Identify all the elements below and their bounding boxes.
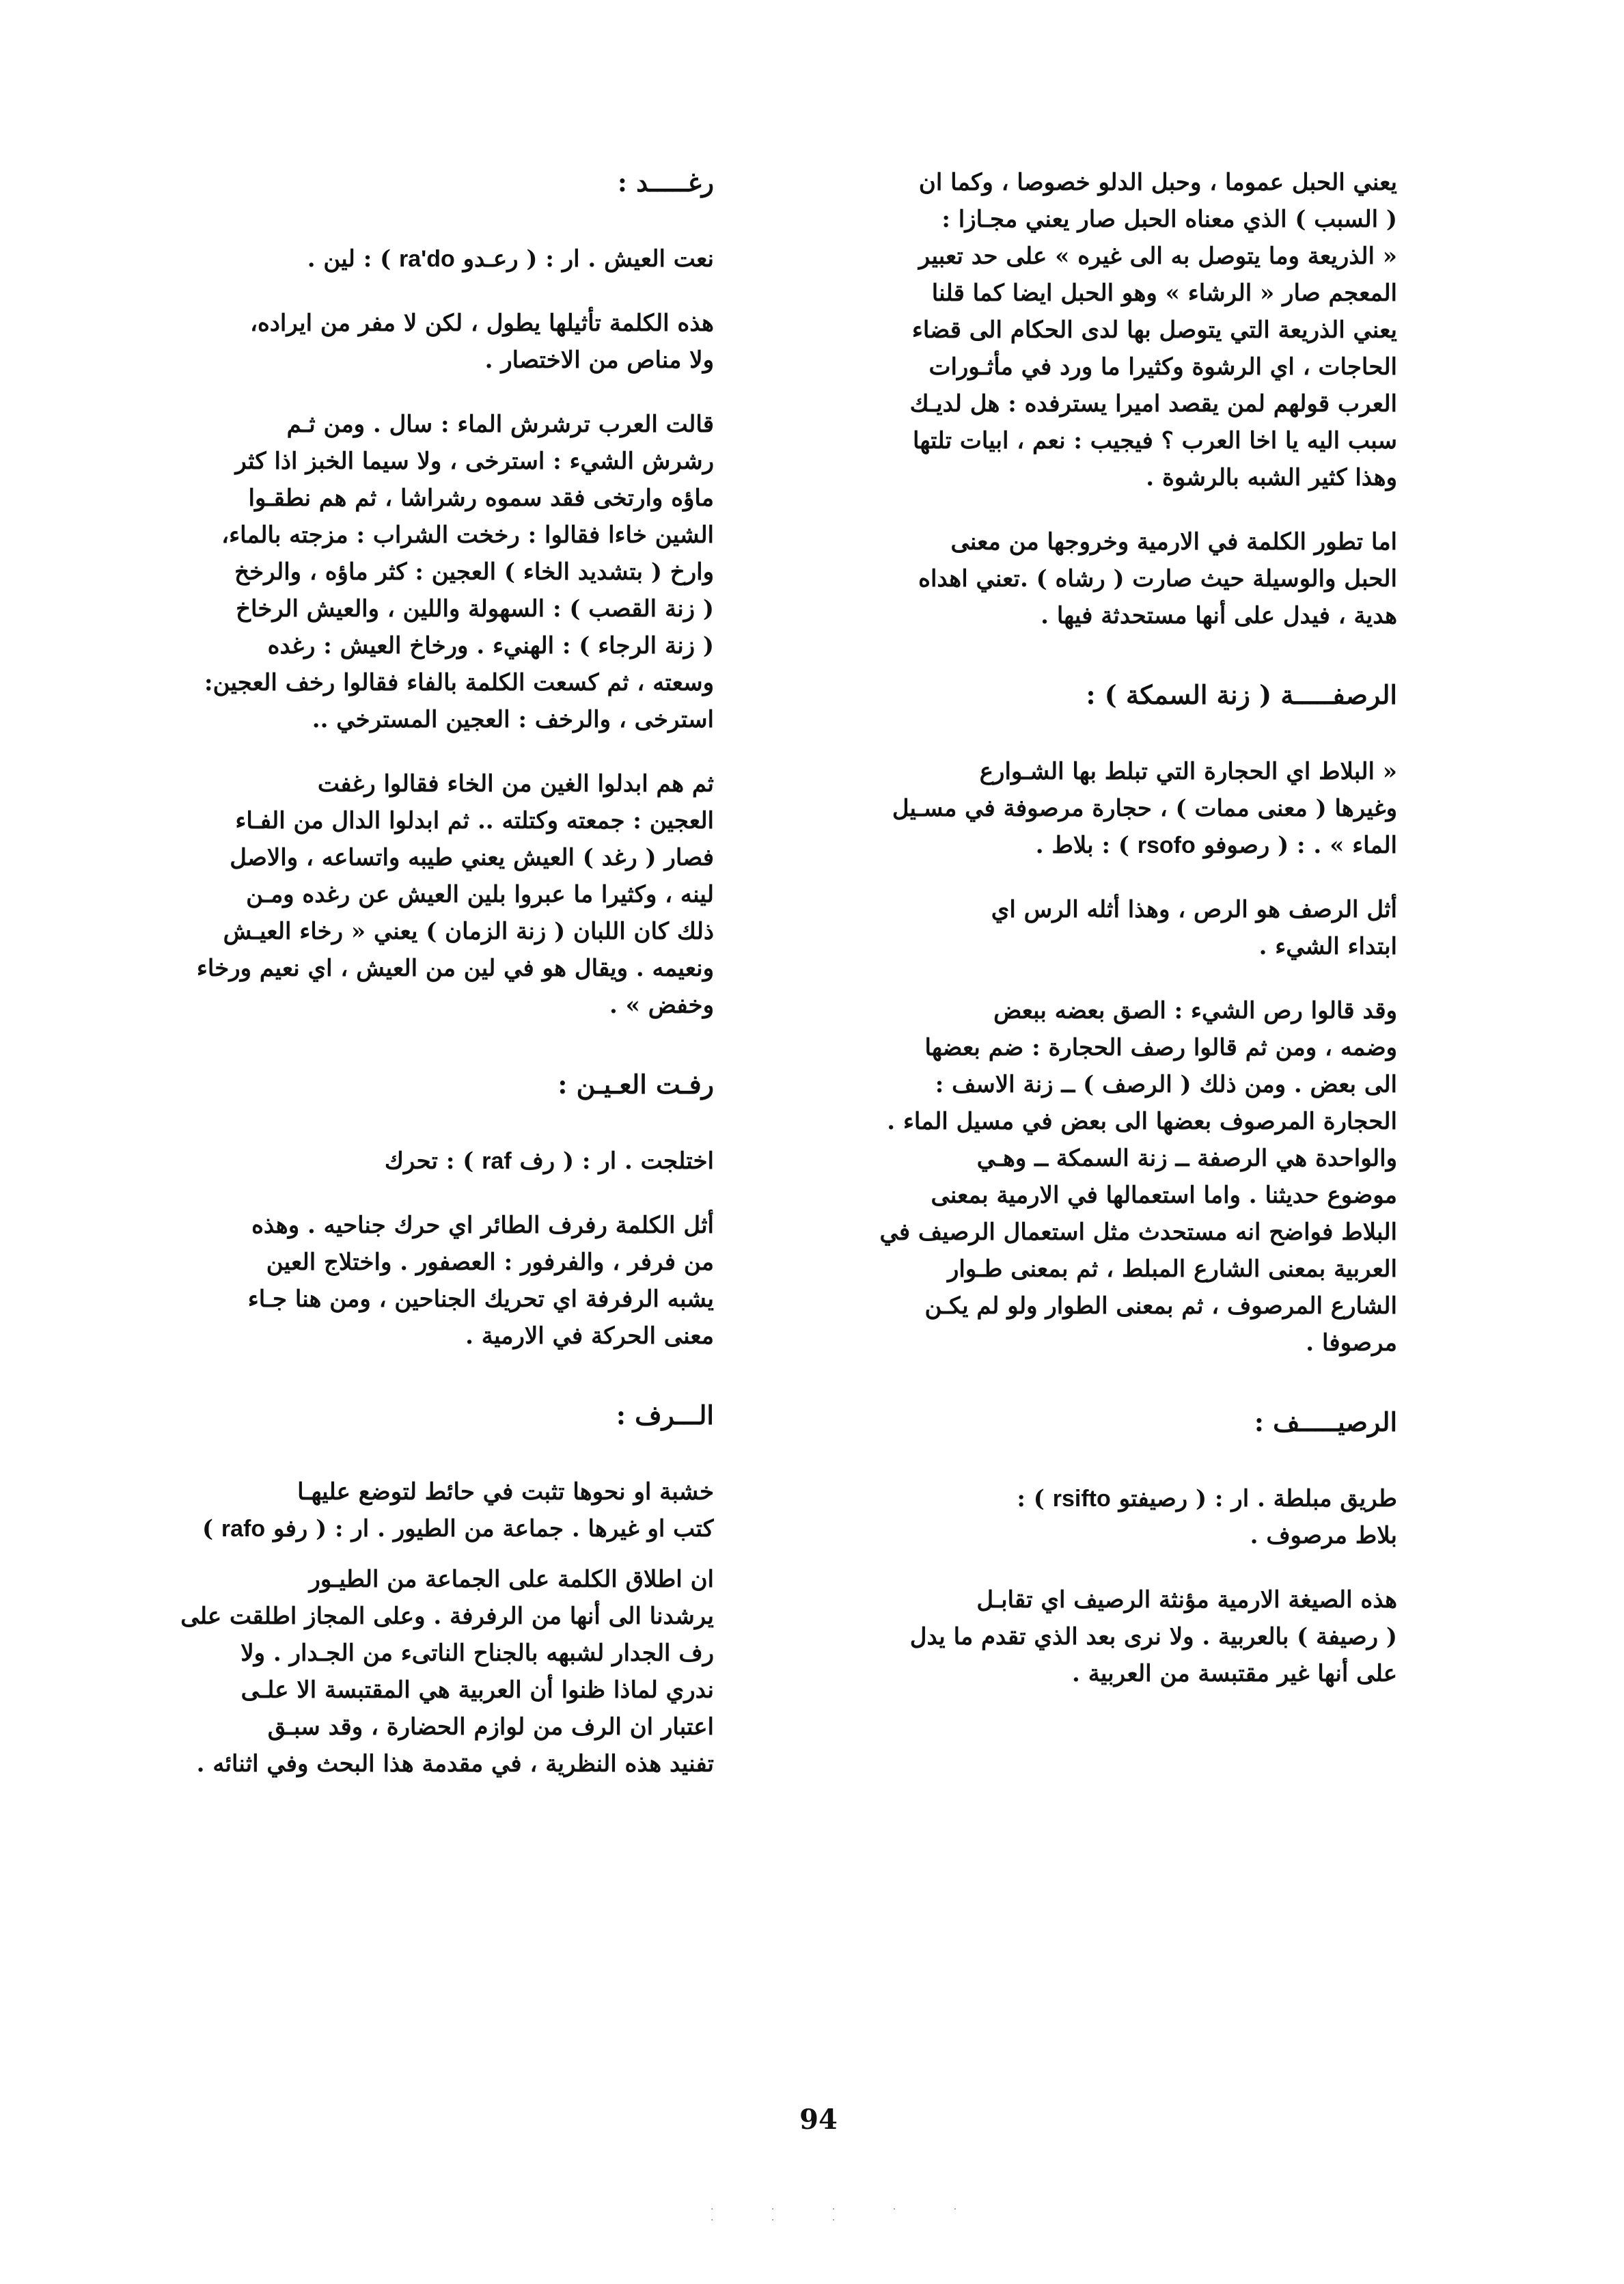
text-line: رشرش الشيء : استرخى ، ولا سيما الخبز اذا كثر (235, 448, 714, 475)
text-line: « الذريعة وما يتوصل به الى غيره » على حد تعبير (918, 243, 1397, 270)
raghad-body-2 (140, 765, 714, 1024)
text-line: الى بعض . ومن ذلك ( الرصف ) ــ زنة الاسف : (935, 1071, 1397, 1098)
text-line: والواحدة هي الرصفة ــ زنة السمكة ــ وهـي (976, 1145, 1397, 1172)
entry-heading-rafat (140, 1066, 714, 1103)
text-line: ولا مناص من الاختصار . (484, 346, 714, 374)
text-line: ابتداء الشيء . (1258, 933, 1397, 960)
transliteration: rsifto (1052, 1486, 1111, 1512)
rafat-definition (140, 1143, 714, 1180)
text-line: العربية بمعنى الشارع المبلط ، ثم بمعنى طـوار (948, 1255, 1397, 1283)
scan-noise: · · · · · · · · (711, 2204, 985, 2226)
intro-paragraph (823, 164, 1397, 496)
definition-text: ) (202, 1515, 214, 1542)
headword: رغـــــد : (617, 167, 714, 198)
text-line: ( زنة القصب ) : السهولة واللين ، والعيش الرخاخ (236, 595, 714, 623)
text-line: وهذا كثير الشبه بالرشوة . (1146, 464, 1397, 491)
raff-definition (140, 1473, 714, 1547)
definition-text: الماء » . : ( رصوفو (1203, 832, 1397, 859)
text-line: من فرفر ، والفرفور : العصفور . واختلاج العين (266, 1249, 714, 1276)
rasif-body (823, 1581, 1397, 1692)
text-line: الحبل والوسيلة حيث صارت ( رشاه ) .تعني اهداه (918, 565, 1397, 593)
text-line: العرب قولهم لمن يقصد اميرا يسترفده : هل لديـك (909, 390, 1397, 418)
rafat-body (140, 1207, 714, 1355)
text-line (140, 1510, 714, 1547)
transliteration: raf (482, 1148, 512, 1174)
definition-text: ) : بلاط . (1035, 832, 1129, 859)
text-line: اعتبار ان الرف من لوازم الحضارة ، وقد سبـق (267, 1713, 714, 1741)
text-line: العجين : جمعته وكتلته .. ثم ابدلوا الدال من الفـاء (235, 807, 714, 834)
headword: الرصفـــــة (1280, 679, 1397, 710)
text-line: قالت العرب ترشرش الماء : سال . ومن ثـم (286, 411, 714, 438)
text-line: بلاط مرصوف . (1250, 1522, 1397, 1549)
text-line: أثل الرصف هو الرص ، وهذا أثله الرس اي (991, 896, 1397, 923)
transliteration: ra'do (399, 246, 455, 272)
text-line: لينه ، وكثيرا ما عبروا بلين العيش عن رغده ومـن (246, 881, 714, 908)
page-number: 94 (799, 2104, 838, 2136)
text-line: هدية ، فيدل على أنها مستحدثة فيها . (1041, 602, 1397, 629)
text-line: الحاجات ، اي الرشوة وكثيرا ما ورد في مأثـورات (928, 353, 1397, 381)
text-line (823, 827, 1397, 864)
text-line: موضوع حديثنا . واما استعمالها في الارمية بمعنى (931, 1182, 1397, 1209)
text-line (140, 241, 714, 277)
definition-text: نعت العيش . ار : ( رعـدو (463, 245, 714, 273)
text-line: ( زنة الرجاء ) : الهنيء . ورخاخ العيش : رغده (267, 632, 714, 660)
raff-body (140, 1561, 714, 1782)
definition-text: ) : (1017, 1485, 1045, 1512)
definition-text: اختلجت . ار : ( رف (519, 1147, 714, 1175)
left-column (140, 164, 714, 1810)
text-line (140, 1143, 714, 1180)
text-line: معنى الحركة في الارمية . (465, 1322, 714, 1350)
headword: الـــرف : (616, 1400, 714, 1430)
text-line: وسعته ، ثم كسعت الكلمة بالفاء فقالوا رخف العجين: (204, 669, 714, 696)
text-line: ثم هم ابدلوا الغين من الخاء فقالوا رغفت (317, 770, 714, 798)
text-line: الشين خاءا فقالوا : رخخت الشراب : مزجته بالماء، (221, 521, 714, 549)
text-line: الشارع المرصوف ، ثم بمعنى الطوار ولو لم يكـن (924, 1292, 1397, 1320)
text-line: ندري لماذا ظنوا أن العربية هي المقتبسة الا علـى (240, 1676, 714, 1704)
raghad-note (140, 305, 714, 379)
text-line: استرخى ، والرخف : العجين المسترخي .. (312, 706, 714, 733)
text-line: الحجارة المرصوف بعضها الى بعض في مسيل الماء . (887, 1108, 1397, 1135)
transliteration: rafo (221, 1516, 266, 1542)
text-line: مرصوفا . (1306, 1329, 1397, 1357)
text-line: ذلك كان اللبان ( زنة الزمان ) يعني « رخاء العيـش (223, 918, 714, 945)
text-line: المعجم صار « الرشاء » وهو الحبل ايضا كما قلنا (931, 280, 1397, 307)
text-line: تفنيد هذه النظرية ، في مقدمة هذا البحث وفي اثنائه . (196, 1750, 714, 1778)
definition-text: ) : لين . (307, 245, 391, 273)
definition-text: ) : تحرك (384, 1147, 474, 1175)
text-line: وضمه ، ومن ثم قالوا رصف الحجارة : ضم بعضها (924, 1034, 1397, 1061)
headword: الرصيـــــف : (1254, 1406, 1397, 1437)
rasfa-body (823, 992, 1397, 1361)
text-line: وارخ ( بتشديد الخاء ) العجين : كثر ماؤه ، والرخخ (234, 558, 714, 586)
rasfa-definition (823, 753, 1397, 864)
definition-text: طريق مبلطة . ار : ( رصيفتو (1118, 1485, 1397, 1512)
text-line: يشبه الرفرفة اي تحريك الجناحين ، ومن هنا جـاء (247, 1286, 714, 1313)
entry-heading-rasfa (823, 677, 1397, 713)
text-line: أثل الكلمة رفرف الطائر اي حرك جناحيه . وهذه (251, 1212, 714, 1239)
text-line: على أنها غير مقتبسة من العربية . (1072, 1660, 1397, 1687)
definition-text: كتب او غيرها . جماعة من الطيور . ار : ( رفو (273, 1515, 714, 1542)
text-line: وغيرها ( معنى ممات ) ، حجارة مرصوفة في مسـيل (892, 795, 1397, 822)
text-line: يرشدنا الى أنها من الرفرفة . وعلى المجاز اطلقت على (180, 1603, 714, 1630)
raghad-body-1 (140, 406, 714, 738)
text-line: يعني الذريعة التي يتوصل بها لدى الحكام الى قضاء (911, 316, 1397, 344)
raghad-definition (140, 241, 714, 277)
text-line: وخفض » . (609, 992, 714, 1019)
text-line: فصار ( رغد ) العيش يعني طيبه واتساعه ، والاصل (230, 844, 714, 871)
text-line: وقد قالوا رص الشيء : الصق بعضه ببعض (993, 997, 1397, 1024)
text-line: ( السبب ) الذي معناه الحبل صار يعني مجـازا : (941, 206, 1397, 233)
headword-note: ( زنة السمكة ) : (1086, 679, 1272, 710)
text-line: سبب اليه يا اخا العرب ؟ فيجيب : نعم ، ابيات تلتها (913, 427, 1397, 454)
entry-heading-raff (140, 1397, 714, 1434)
rasif-definition (823, 1480, 1397, 1554)
entry-heading-rasif (823, 1404, 1397, 1441)
text-line: يعني الحبل عموما ، وحبل الدلو خصوصا ، وكما ان (918, 169, 1397, 196)
rasfa-origin (823, 891, 1397, 965)
development-paragraph (823, 524, 1397, 634)
text-line: ان اطلاق الكلمة على الجماعة من الطيـور (309, 1566, 714, 1593)
headword: رفـت العـيـن : (558, 1069, 714, 1100)
text-line: هذه الكلمة تأثيلها يطول ، لكن لا مفر من ايراده، (250, 310, 714, 337)
text-line (823, 1480, 1397, 1517)
text-line: رف الجدار لشبهه بالجناح الناتىء من الجـدار . ولا (240, 1640, 714, 1667)
text-line: ونعيمه . ويقال هو في لين من العيش ، اي نعيم ورخاء (196, 955, 714, 982)
text-line: ( رصيفة ) بالعربية . ولا نرى بعد الذي تقدم ما يدل (909, 1623, 1397, 1650)
transliteration: rsofo (1137, 832, 1196, 858)
text-line: هذه الصيغة الارمية مؤنثة الرصيف اي تقابـل (976, 1586, 1397, 1614)
text-line: ماؤه وارتخى فقد سموه رشراشا ، ثم هم نطقـوا (248, 485, 714, 512)
text-line: اما تطور الكلمة في الارمية وخروجها من معنى (950, 528, 1397, 556)
text-line: البلاط فواضح انه مستحدث مثل استعمال الرصيف في (879, 1219, 1397, 1246)
text-line: « البلاط اي الحجارة التي تبلط بها الشـوارع (979, 758, 1397, 785)
right-column (823, 164, 1397, 1719)
text-line: خشبة او نحوها تثبت في حائط لتوضع عليهـا (297, 1478, 714, 1506)
entry-heading-raghad (140, 164, 714, 201)
